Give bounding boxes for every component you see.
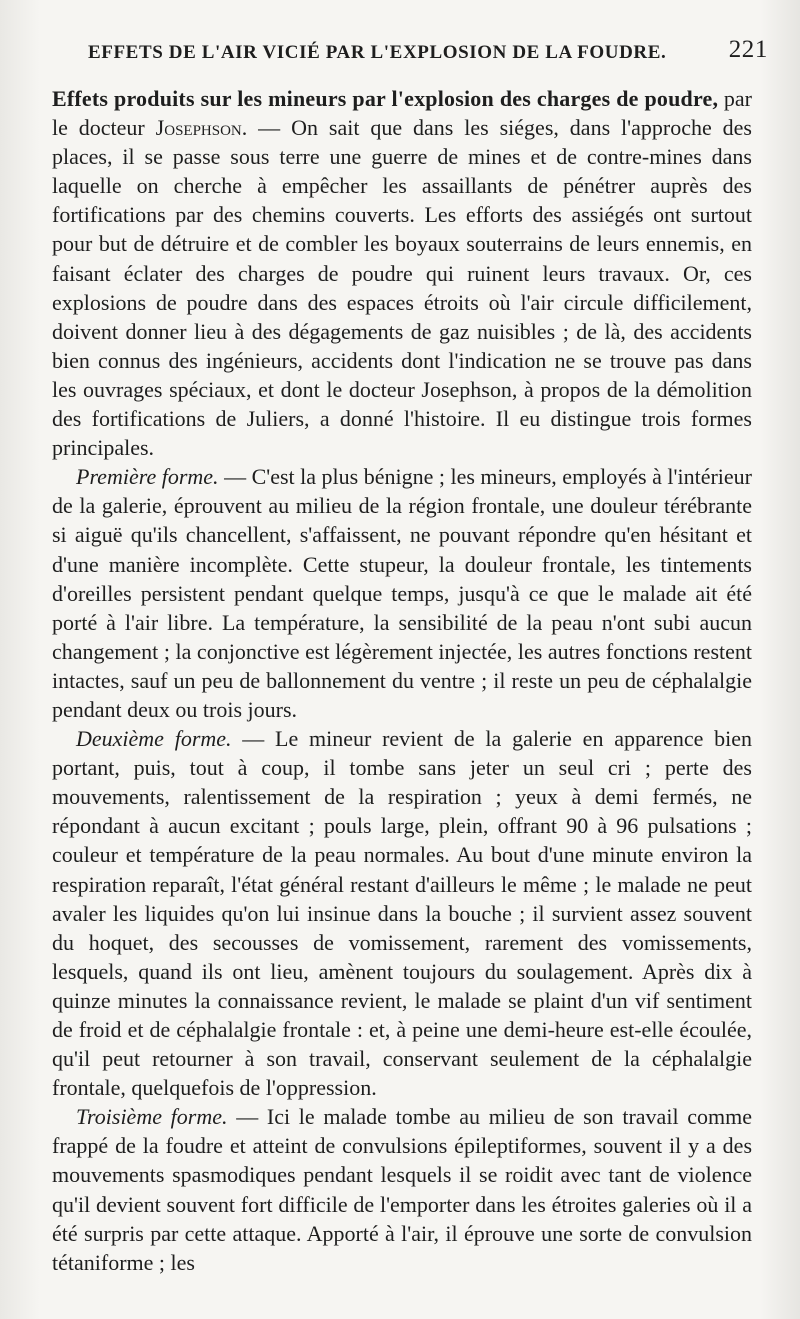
page-number: 221 xyxy=(728,36,768,63)
intro-text: . — On sait que dans les siéges, dans l'approche des places, il se passe sous terre une guerre de mines et de contre-mines dans laquelle on cherche à empêcher les assaillants de pénétrer auprès des fortifications par des chemins couverts. Les efforts des assiégés ont surtout pour but de détruire et de combler les boyaux souterrains de leurs ennemis, en faisant éclater des charges de poudre qui ruinent leurs travaux. Or, ces explosions de poudre dans des espaces étroits où l'air circule difficilement, doivent donner lieu à des dégagements de gaz nuisibles ; de là, des accidents bien connus des ingénieurs, accidents dont l'indication ne se trouve pas dans les ouvrages spéciaux, et dont le docteur Josephson, à propos de la démolition des fortifications de Juliers, a donné l'histoire. Il eu distingue trois formes principales. xyxy=(52,115,752,461)
paragraph-intro xyxy=(52,84,752,462)
paragraph-second-form xyxy=(52,724,752,1102)
first-form-text: — C'est la plus bénigne ; les mineurs, employés à l'intérieur de la galerie, éprouvent au milieu de la région frontale, une douleur térébrante si aiguë qu'ils chancellent, s'affaissent, ne pouvant répondre qu'en hésitant et d'une manière incomplète. Cette stupeur, la douleur frontale, les tintements d'oreilles persistent pendant quelque temps, jusqu'à ce que le malade ait été porté à l'air libre. La température, la sensibilité de la peau n'ont subi aucun changement ; la conjonctive est légèrement injectée, les autres fonctions restent intactes, sauf un peu de ballonnement du ventre ; il reste un peu de céphalalgie pendant deux ou trois jours. xyxy=(52,464,752,722)
author-name: Josephson xyxy=(155,115,242,141)
first-form-label: Première forme. xyxy=(76,464,219,490)
second-form-text: — Le mineur revient de la galerie en apparence bien portant, puis, tout à coup, il tombe sans jeter un seul cri ; perte des mouvements, ralentissement de la respiration ; yeux à demi fermés, ne répondant à aucun excitant ; pouls large, plein, offrant 90 à 96 pulsations ; couleur et température de la peau normales. Au bout d'une minute environ la respiration reparaît, l'état général restant d'ailleurs le même ; le malade ne peut avaler les liquides qu'on lui insinue dans la bouche ; il survient assez souvent du hoquet, des secousses de vomissement, rarement des vomissements, lesquels, quand ils ont lieu, amènent toujours du soulagement. Après dix à quinze minutes la connaissance revient, le malade se plaint d'un vif sentiment de froid et de céphalalgie frontale : et, à peine une demi-heure est-elle écoulée, qu'il peut retourner à son travail, conservant seulement de la céphalalgie frontale, quelquefois de l'oppression. xyxy=(52,726,752,1101)
third-form-text: — Ici le malade tombe au milieu de son travail comme frappé de la foudre et atteint de convulsions épileptiformes, souvent il y a des mouvements spasmodiques pendant lesquels il se roidit avec tant de violence qu'il devient souvent fort difficile de l'emporter dans les étroites galeries où il a été surpris par cette attaque. Apporté à l'air, il éprouve une sorte de convulsion tétaniforme ; les xyxy=(52,1104,753,1275)
second-form-label: Deuxième forme. xyxy=(76,726,232,752)
running-head xyxy=(88,36,768,70)
body-text xyxy=(52,84,752,1277)
running-title: EFFETS DE L'AIR VICIÉ PAR L'EXPLOSION DE LA FOUDRE. xyxy=(88,42,667,63)
section-heading: Effets produits sur les mineurs par l'explosion des charges de poudre, xyxy=(52,86,719,111)
third-form-label: Troisième forme. xyxy=(76,1104,228,1130)
intro-lead: par le docteur xyxy=(52,86,752,141)
paragraph-first-form xyxy=(52,462,752,724)
paragraph-third-form xyxy=(52,1102,752,1277)
